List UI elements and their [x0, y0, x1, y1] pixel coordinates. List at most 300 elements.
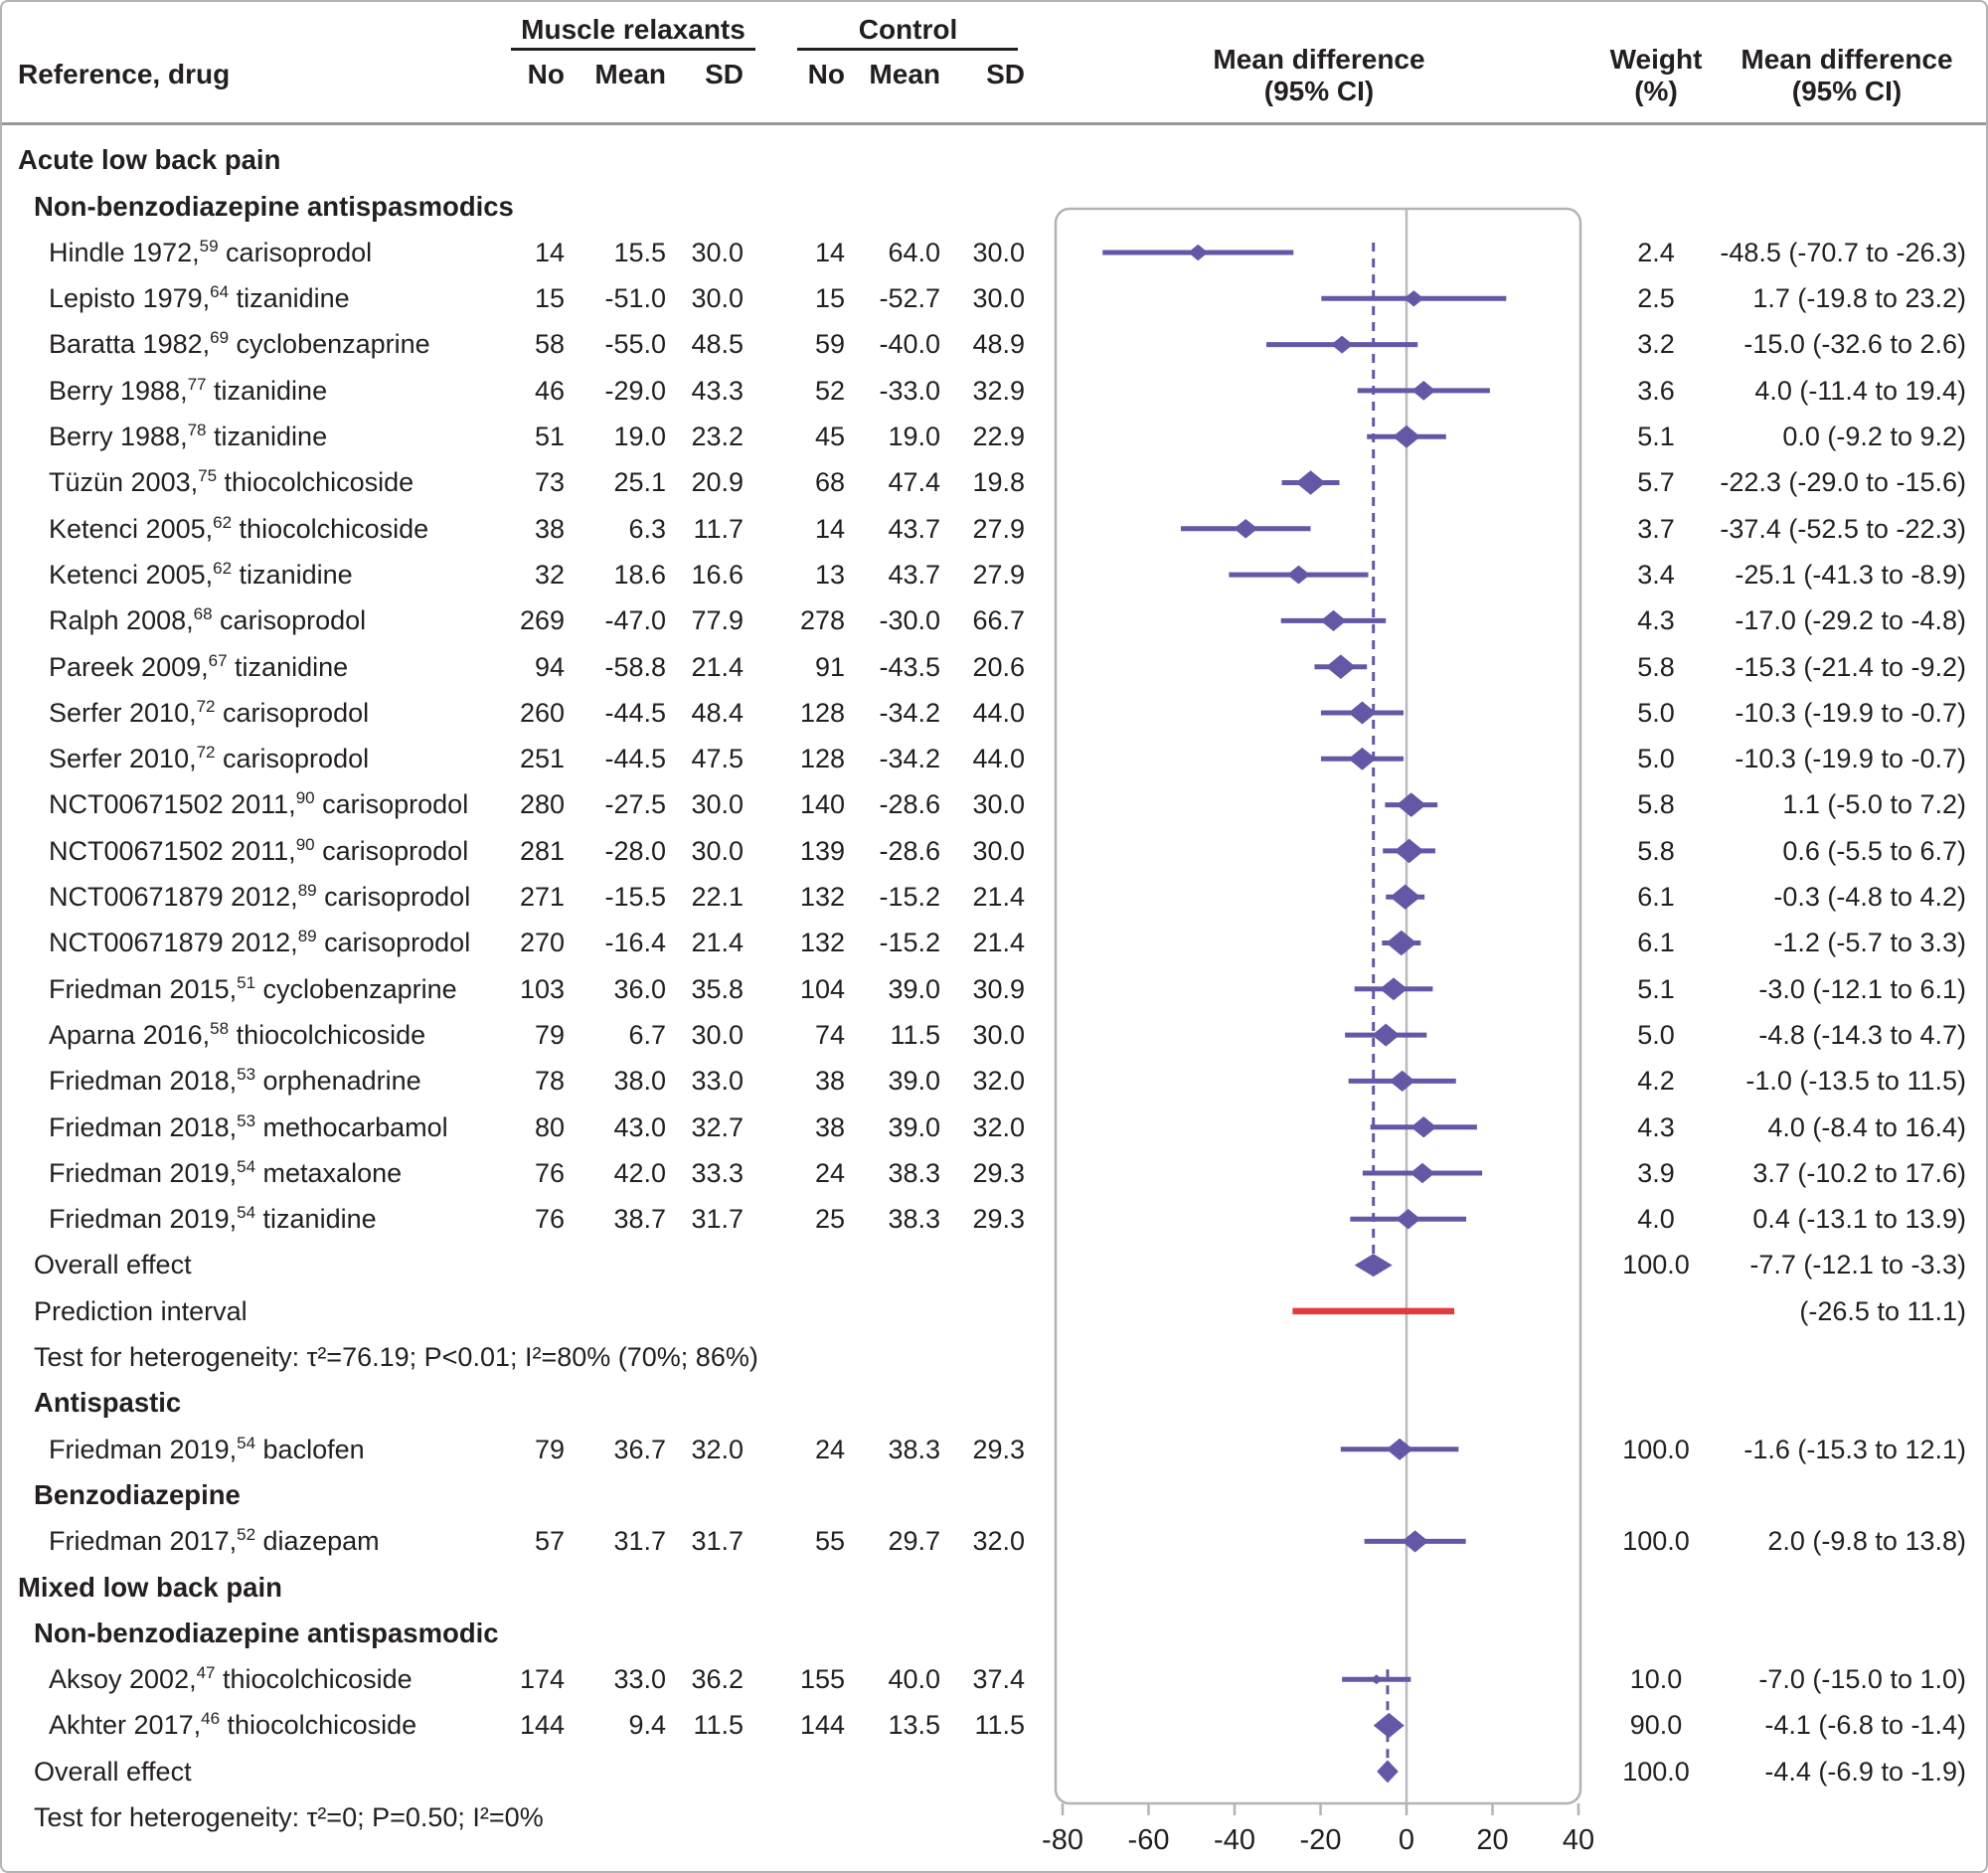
forest-row: [2, 1380, 1988, 1426]
mean-difference-value: 4.0 (-11.4 to 19.4): [1754, 375, 1966, 406]
study-label: Non-benzodiazepine antispasmodics: [34, 190, 514, 222]
forest-row: [2, 1702, 1988, 1748]
treatment-stat: 76: [534, 1157, 565, 1188]
reference-column-header: Reference, drug: [18, 59, 231, 89]
control-stat: 29.7: [888, 1526, 940, 1557]
treatment-stat: 76: [534, 1204, 565, 1235]
axis-tick-label: -20: [1299, 1824, 1342, 1856]
control-stat: 45: [814, 422, 845, 452]
weight-value: 5.0: [1637, 744, 1675, 774]
forest-row: [2, 644, 1988, 690]
study-label: Friedman 2018,53 methocarbamol: [49, 1110, 448, 1142]
weight-value: 100.0: [1622, 1756, 1690, 1787]
control-stat: 40.0: [888, 1664, 940, 1695]
mean-difference-value: -15.3 (-21.4 to -9.2): [1735, 651, 1966, 682]
reference-superscript: 54: [237, 1156, 256, 1176]
weight-value: 3.6: [1637, 375, 1675, 406]
treatment-stat: -55.0: [604, 329, 666, 360]
treatment-stat: 38.7: [613, 1204, 666, 1235]
treatment-stat: 77.9: [691, 605, 744, 636]
control-group-header: Control: [858, 14, 958, 45]
treatment-stat: -47.0: [604, 605, 666, 636]
mean-difference-value: -4.1 (-6.8 to -1.4): [1764, 1710, 1966, 1741]
treatment-stat: 9.4: [628, 1710, 666, 1741]
treatment-stat: 6.3: [628, 513, 666, 544]
axis-tick-label: 40: [1562, 1824, 1595, 1856]
control-stat: 39.0: [888, 973, 940, 1004]
treatment-stat: 269: [519, 605, 565, 636]
treatment-stat: 36.2: [691, 1664, 744, 1695]
study-label: Aparna 2016,58 thiocolchicoside: [49, 1018, 426, 1050]
treatment-stat: 33.3: [691, 1157, 744, 1188]
plot-title-line2: (95% CI): [1263, 76, 1375, 106]
forest-row: [2, 1427, 1988, 1472]
weight-value: 4.0: [1637, 1204, 1675, 1235]
treatment-stat: -28.0: [604, 835, 666, 866]
treatment-stat: -44.5: [604, 744, 666, 774]
control-stat: 59: [814, 329, 845, 360]
control-stat: 48.9: [972, 329, 1025, 360]
forest-row: [2, 321, 1988, 367]
reference-superscript: 68: [193, 604, 213, 624]
control-stat: -15.2: [879, 882, 940, 913]
control-stat: 30.0: [972, 789, 1025, 820]
weight-value: 5.8: [1637, 651, 1675, 682]
reference-superscript: 90: [295, 834, 315, 854]
study-label: Friedman 2015,51 cyclobenzaprine: [49, 972, 457, 1004]
study-label: Aksoy 2002,47 thiocolchicoside: [49, 1663, 413, 1695]
study-label: Ketenci 2005,62 thiocolchicoside: [49, 512, 429, 544]
study-label: NCT00671502 2011,90 carisoprodol: [49, 834, 469, 866]
treatment-stat: 48.4: [691, 697, 744, 728]
study-label: Baratta 1982,69 cyclobenzaprine: [49, 328, 430, 360]
treatment-stat: 21.4: [691, 928, 744, 958]
treatment-stat: 80: [534, 1111, 565, 1142]
treatment-stat: 14: [534, 237, 565, 267]
control-stat: 13.5: [888, 1710, 940, 1741]
forest-row: [2, 1656, 1988, 1702]
control-stat: 44.0: [972, 744, 1025, 774]
control-stat: -40.0: [879, 329, 940, 360]
weight-header-line2: (%): [1634, 76, 1678, 106]
study-label: Friedman 2019,54 metaxalone: [49, 1156, 403, 1188]
control-stat: 32.0: [972, 1111, 1025, 1142]
reference-superscript: 78: [187, 421, 207, 440]
forest-row: [2, 275, 1988, 321]
control-stat: 278: [799, 605, 845, 636]
mean-difference-value: -25.1 (-41.3 to -8.9): [1735, 559, 1966, 590]
treatment-stat: 51: [534, 422, 565, 452]
forest-row: [2, 184, 1988, 230]
control-stat: 38: [814, 1066, 845, 1097]
treatment-stat: 78: [534, 1066, 565, 1097]
control-stat: -34.2: [879, 697, 940, 728]
mean-difference-value: (-26.5 to 11.1): [1799, 1295, 1966, 1326]
weight-value: 3.4: [1637, 559, 1675, 590]
control-stat: 128: [799, 744, 845, 774]
forest-row: [2, 920, 1988, 965]
control-mean-header: Mean: [869, 59, 940, 89]
treatment-stat: 31.7: [691, 1526, 744, 1557]
weight-value: 5.0: [1637, 697, 1675, 728]
treatment-stat: 6.7: [628, 1019, 666, 1050]
axis-tick-label: 0: [1398, 1824, 1415, 1856]
weight-value: 100.0: [1622, 1434, 1690, 1464]
control-stat: 132: [799, 882, 845, 913]
control-stat: 38.3: [888, 1157, 940, 1188]
control-stat: 43.7: [888, 513, 940, 544]
reference-superscript: 54: [237, 1203, 256, 1223]
md-column-header-line1: Mean difference: [1740, 44, 1953, 75]
control-stat: 11.5: [890, 1019, 940, 1050]
treatment-stat: 48.5: [691, 329, 744, 360]
control-stat: 144: [799, 1710, 845, 1741]
control-stat: 30.0: [972, 835, 1025, 866]
weight-value: 5.0: [1637, 1019, 1675, 1050]
treatment-stat: 57: [534, 1526, 565, 1557]
study-label: Akhter 2017,46 thiocolchicoside: [49, 1709, 417, 1741]
control-stat: 30.0: [972, 283, 1025, 314]
control-stat: 38.3: [888, 1434, 940, 1464]
mean-difference-value: -7.0 (-15.0 to 1.0): [1758, 1664, 1966, 1695]
control-stat: 32.9: [972, 375, 1025, 406]
control-stat: 39.0: [888, 1111, 940, 1142]
treatment-stat: -16.4: [604, 928, 666, 958]
treatment-stat: 270: [519, 928, 565, 958]
treatment-stat: 15: [534, 283, 565, 314]
forest-row: [2, 368, 1988, 414]
weight-value: 2.4: [1637, 237, 1675, 267]
treatment-stat: 281: [519, 835, 565, 866]
mean-difference-value: 1.1 (-5.0 to 7.2): [1782, 789, 1966, 820]
mean-difference-value: -0.3 (-4.8 to 4.2): [1773, 882, 1966, 913]
control-stat: 21.4: [972, 882, 1025, 913]
forest-row: [2, 690, 1988, 736]
weight-value: 100.0: [1622, 1526, 1690, 1557]
treatment-stat: 25.1: [613, 467, 666, 498]
treatment-stat: -29.0: [604, 375, 666, 406]
study-label: Friedman 2018,53 orphenadrine: [49, 1065, 421, 1097]
forest-row: [2, 1472, 1988, 1518]
reference-superscript: 77: [187, 374, 207, 394]
reference-superscript: 69: [210, 328, 230, 348]
control-stat: 132: [799, 928, 845, 958]
control-stat: 24: [814, 1434, 845, 1464]
forest-row: [2, 1334, 1988, 1380]
study-label: Serfer 2010,72 carisoprodol: [49, 743, 370, 774]
control-stat: 38.3: [888, 1204, 940, 1235]
control-stat: 139: [799, 835, 845, 866]
control-stat: 44.0: [972, 697, 1025, 728]
treatment-stat: 11.7: [693, 513, 744, 544]
treatment-stat: 174: [519, 1664, 565, 1695]
mean-difference-value: 0.0 (-9.2 to 9.2): [1782, 422, 1966, 452]
control-stat: 43.7: [888, 559, 940, 590]
control-stat: 30.9: [972, 973, 1025, 1004]
control-stat: 140: [799, 789, 845, 820]
treatment-no-header: No: [527, 59, 565, 89]
treatment-stat: 38.0: [613, 1066, 666, 1097]
study-label: Mixed low back pain: [18, 1571, 282, 1603]
control-stat: -30.0: [879, 605, 940, 636]
mean-difference-value: -1.0 (-13.5 to 11.5): [1745, 1066, 1966, 1097]
study-label: Overall effect: [34, 1250, 192, 1280]
control-stat: 13: [814, 559, 845, 590]
weight-header-line1: Weight: [1609, 44, 1703, 75]
forest-row: [2, 1012, 1988, 1058]
treatment-stat: 23.2: [691, 422, 744, 452]
weight-value: 5.1: [1637, 973, 1675, 1004]
reference-superscript: 89: [297, 927, 317, 946]
control-stat: 32.0: [972, 1526, 1025, 1557]
treatment-stat: 31.7: [613, 1526, 666, 1557]
mean-difference-value: 0.6 (-5.5 to 6.7): [1782, 835, 1966, 866]
md-column-header-line2: (95% CI): [1791, 76, 1903, 106]
control-stat: 19.8: [972, 467, 1025, 498]
reference-superscript: 59: [199, 236, 219, 255]
control-stat: 37.4: [972, 1664, 1025, 1695]
study-label: Benzodiazepine: [34, 1478, 241, 1510]
treatment-stat: 42.0: [613, 1157, 666, 1188]
treatment-stat: 32.7: [691, 1111, 744, 1142]
study-label: Friedman 2019,54 baclofen: [49, 1433, 365, 1464]
control-stat: 32.0: [972, 1066, 1025, 1097]
control-stat: -15.2: [879, 928, 940, 958]
control-stat: -28.6: [879, 835, 940, 866]
weight-value: 6.1: [1637, 928, 1675, 958]
control-stat: 21.4: [972, 928, 1025, 958]
mean-difference-value: -7.7 (-12.1 to -3.3): [1749, 1250, 1966, 1280]
forest-row: [2, 1242, 1988, 1287]
reference-superscript: 90: [295, 788, 315, 808]
forest-row: [2, 1105, 1988, 1150]
treatment-stat: 33.0: [613, 1664, 666, 1695]
study-label: Test for heterogeneity: τ²=0; P=0.50; I²=0%: [34, 1802, 544, 1833]
treatment-stat: 47.5: [691, 744, 744, 774]
forest-row: [2, 828, 1988, 874]
control-stat: 25: [814, 1204, 845, 1235]
forest-row: [2, 137, 1988, 183]
treatment-stat: 36.0: [613, 973, 666, 1004]
control-stat: 91: [814, 651, 845, 682]
study-label: Acute low back pain: [18, 144, 281, 176]
treatment-stat: -51.0: [604, 283, 666, 314]
mean-difference-value: -10.3 (-19.9 to -0.7): [1735, 697, 1966, 728]
weight-value: 3.2: [1637, 329, 1675, 360]
treatment-stat: 32.0: [691, 1434, 744, 1464]
reference-superscript: 52: [237, 1525, 256, 1545]
mean-difference-value: 4.0 (-8.4 to 16.4): [1767, 1111, 1966, 1142]
control-stat: 29.3: [972, 1434, 1025, 1464]
treatment-stat: 30.0: [691, 789, 744, 820]
treatment-stat: 103: [519, 973, 565, 1004]
control-stat: 64.0: [888, 237, 940, 267]
treatment-stat: -15.5: [604, 882, 666, 913]
control-stat: 128: [799, 697, 845, 728]
treatment-stat: 33.0: [691, 1066, 744, 1097]
axis-tick-label: -80: [1042, 1824, 1083, 1856]
study-label: NCT00671879 2012,89 carisoprodol: [49, 881, 471, 913]
reference-superscript: 72: [196, 743, 216, 763]
study-label: Non-benzodiazepine antispasmodic: [34, 1617, 499, 1648]
weight-value: 100.0: [1622, 1250, 1690, 1280]
weight-value: 5.8: [1637, 835, 1675, 866]
control-stat: 68: [814, 467, 845, 498]
control-no-header: No: [807, 59, 845, 89]
mean-difference-value: 1.7 (-19.8 to 23.2): [1752, 283, 1966, 314]
treatment-stat: 19.0: [613, 422, 666, 452]
treatment-stat: 260: [519, 697, 565, 728]
treatment-stat: 280: [519, 789, 565, 820]
weight-value: 3.7: [1637, 513, 1675, 544]
treatment-stat: 271: [519, 882, 565, 913]
weight-value: 5.1: [1637, 422, 1675, 452]
forest-row: [2, 597, 1988, 643]
reference-superscript: 51: [237, 972, 256, 992]
control-stat: 52: [814, 375, 845, 406]
treatment-stat: 30.0: [691, 237, 744, 267]
reference-superscript: 64: [210, 282, 230, 302]
treatment-stat: 79: [534, 1019, 565, 1050]
control-stat: 27.9: [972, 513, 1025, 544]
control-stat: 27.9: [972, 559, 1025, 590]
control-stat: 47.4: [888, 467, 940, 498]
control-stat: 11.5: [974, 1710, 1025, 1741]
forest-row: [2, 1518, 1988, 1564]
reference-superscript: 47: [196, 1663, 216, 1683]
treatment-stat: 30.0: [691, 283, 744, 314]
study-label: Friedman 2017,52 diazepam: [49, 1525, 380, 1557]
mean-difference-value: -15.0 (-32.6 to 2.6): [1743, 329, 1966, 360]
control-stat: 30.0: [972, 1019, 1025, 1050]
control-stat: 14: [814, 513, 845, 544]
plot-title-line1: Mean difference: [1213, 44, 1425, 75]
treatment-stat: 21.4: [691, 651, 744, 682]
control-stat: 19.0: [888, 422, 940, 452]
reference-superscript: 58: [210, 1018, 230, 1038]
study-label: Serfer 2010,72 carisoprodol: [49, 696, 370, 728]
control-stat: 30.0: [972, 237, 1025, 267]
treatment-stat: 11.5: [693, 1710, 744, 1741]
weight-value: 2.5: [1637, 283, 1675, 314]
reference-superscript: 67: [208, 650, 228, 670]
study-label: Hindle 1972,59 carisoprodol: [49, 236, 373, 267]
forest-row: [2, 1611, 1988, 1656]
mean-difference-value: -10.3 (-19.9 to -0.7): [1735, 744, 1966, 774]
table-body: [2, 2, 1988, 1873]
weight-value: 5.7: [1637, 467, 1675, 498]
forest-row: [2, 230, 1988, 275]
study-label: NCT00671502 2011,90 carisoprodol: [49, 788, 469, 820]
reference-superscript: 72: [196, 696, 216, 716]
treatment-stat: 251: [519, 744, 565, 774]
reference-superscript: 46: [201, 1709, 221, 1729]
control-stat: 155: [799, 1664, 845, 1695]
treatment-stat: -58.8: [604, 651, 666, 682]
reference-superscript: 75: [198, 466, 218, 486]
forest-row: [2, 552, 1988, 597]
study-label: Berry 1988,77 tizanidine: [49, 374, 328, 406]
treatment-stat: 73: [534, 467, 565, 498]
control-stat: 24: [814, 1157, 845, 1188]
mean-difference-value: 2.0 (-9.8 to 13.8): [1767, 1526, 1966, 1557]
study-label: Berry 1988,78 tizanidine: [49, 421, 328, 452]
control-stat: 55: [814, 1526, 845, 1557]
forest-row: [2, 1794, 1988, 1840]
forest-row: [2, 1058, 1988, 1104]
weight-value: 10.0: [1629, 1664, 1683, 1695]
reference-superscript: 53: [237, 1065, 256, 1085]
mean-difference-value: -4.8 (-14.3 to 4.7): [1758, 1019, 1966, 1050]
treatment-stat: 38: [534, 513, 565, 544]
weight-value: 6.1: [1637, 882, 1675, 913]
control-stat: -52.7: [879, 283, 940, 314]
forest-row: [2, 1288, 1988, 1334]
mean-difference-value: -48.5 (-70.7 to -26.3): [1720, 237, 1966, 267]
treatment-stat: 58: [534, 329, 565, 360]
study-label: Test for heterogeneity: τ²=76.19; P<0.01; I²=80% (70%; 86%): [34, 1342, 758, 1373]
study-label: Ralph 2008,68 carisoprodol: [49, 604, 367, 636]
forest-row: [2, 414, 1988, 459]
forest-row: [2, 459, 1988, 505]
mean-difference-value: -22.3 (-29.0 to -15.6): [1720, 467, 1966, 498]
forest-row: [2, 506, 1988, 552]
treatment-stat: 30.0: [691, 1019, 744, 1050]
treatment-stat: 46: [534, 375, 565, 406]
treatment-mean-header: Mean: [594, 59, 666, 89]
study-label: Lepisto 1979,64 tizanidine: [49, 282, 350, 314]
treatment-stat: 20.9: [691, 467, 744, 498]
forest-row: [2, 1565, 1988, 1611]
treatment-stat: 43.3: [691, 375, 744, 406]
control-stat: 104: [799, 973, 845, 1004]
reference-superscript: 62: [213, 558, 233, 578]
forest-row: [2, 736, 1988, 781]
study-label: Antispastic: [34, 1387, 182, 1419]
study-label: Friedman 2019,54 tizanidine: [49, 1203, 377, 1235]
treatment-stat: 16.6: [691, 559, 744, 590]
mean-difference-value: -3.0 (-12.1 to 6.1): [1758, 973, 1966, 1004]
mean-difference-value: 3.7 (-10.2 to 17.6): [1752, 1157, 1966, 1188]
study-label: NCT00671879 2012,89 carisoprodol: [49, 927, 471, 958]
treatment-stat: 18.6: [613, 559, 666, 590]
treatment-stat: 22.1: [691, 882, 744, 913]
reference-superscript: 54: [237, 1433, 256, 1452]
study-label: Overall effect: [34, 1756, 192, 1787]
mean-difference-value: -37.4 (-52.5 to -22.3): [1720, 513, 1966, 544]
reference-superscript: 53: [237, 1110, 256, 1130]
axis-tick-label: -60: [1127, 1824, 1170, 1856]
study-label: Pareek 2009,67 tizanidine: [49, 650, 349, 682]
mean-difference-value: 0.4 (-13.1 to 13.9): [1752, 1204, 1966, 1235]
control-stat: 38: [814, 1111, 845, 1142]
weight-value: 3.9: [1637, 1157, 1675, 1188]
treatment-group-header: Muscle relaxants: [521, 14, 746, 45]
control-stat: 29.3: [972, 1157, 1025, 1188]
treatment-stat: -27.5: [604, 789, 666, 820]
weight-value: 4.2: [1637, 1066, 1675, 1097]
weight-value: 90.0: [1629, 1710, 1683, 1741]
control-stat: 20.6: [972, 651, 1025, 682]
treatment-stat: 15.5: [613, 237, 666, 267]
forest-row: [2, 1749, 1988, 1794]
treatment-stat: 79: [534, 1434, 565, 1464]
treatment-stat: 43.0: [613, 1111, 666, 1142]
forest-row: [2, 1150, 1988, 1196]
treatment-stat: 144: [519, 1710, 565, 1741]
forest-row: [2, 966, 1988, 1012]
control-stat: 14: [814, 237, 845, 267]
